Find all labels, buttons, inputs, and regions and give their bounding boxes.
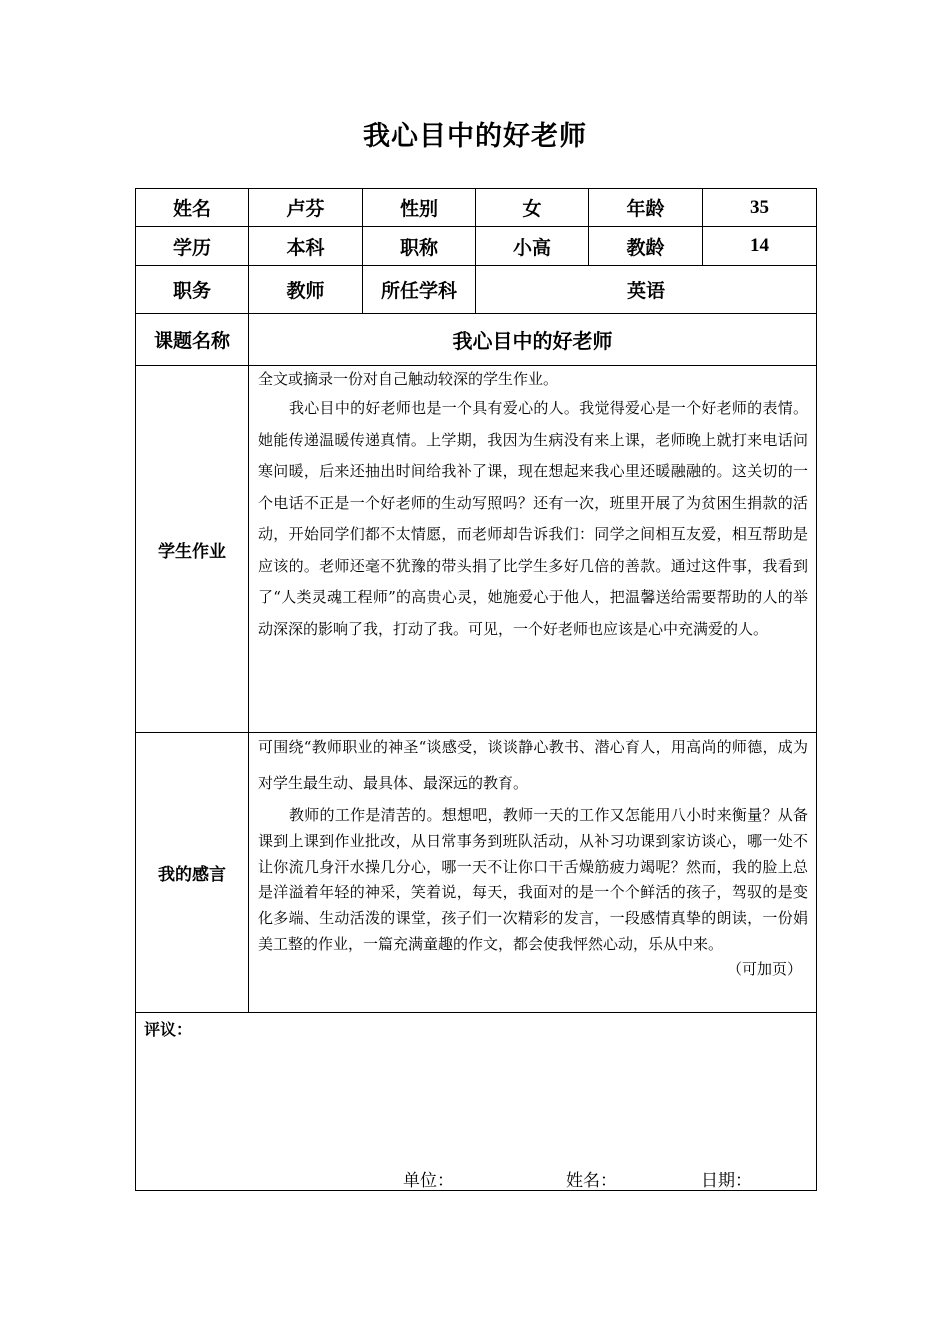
date-label: 日期： <box>701 1171 752 1191</box>
comment-row <box>136 1013 817 1191</box>
education-value: 本科 <box>249 227 363 266</box>
teacher-form-table <box>135 188 817 1191</box>
topic-row <box>136 314 817 366</box>
name-label: 姓名 <box>136 189 249 227</box>
position-value: 教师 <box>249 266 363 314</box>
gender-value: 女 <box>476 189 589 227</box>
info-row-2 <box>136 227 817 266</box>
topic-label: 课题名称 <box>136 314 249 366</box>
subject-label: 所任学科 <box>363 266 476 314</box>
position-label: 职务 <box>136 266 249 314</box>
info-row-3 <box>136 266 817 314</box>
info-row-1 <box>136 189 817 227</box>
homework-row <box>136 366 817 733</box>
rank-value: 小高 <box>476 227 589 266</box>
unit-label: 单位： <box>403 1171 454 1191</box>
homework-label: 学生作业 <box>136 366 249 733</box>
rank-label: 职称 <box>363 227 476 266</box>
age-label: 年龄 <box>589 189 703 227</box>
homework-content <box>249 366 817 733</box>
teaching-years-label: 教龄 <box>589 227 703 266</box>
topic-value: 我心目中的好老师 <box>249 314 817 366</box>
reflection-content <box>249 733 817 1013</box>
page-title: 我心目中的好老师 <box>363 121 587 152</box>
gender-label: 性别 <box>363 189 476 227</box>
reflection-text: 教师的工作是清苦的。想想吧，教师一天的工作又怎能用八小时来衡量？从备课到上课到作业批改，从日常事务到班队活动，从补习功课到家访谈心，哪一处不让你流几身汗水操几分心，哪一天不让你口干舌燥筋疲力竭呢？然而，我的脸上总是洋溢着年轻的神采，笑着说，每天，我面对的是一个个鲜活的孩子，驾驭的是变化多端、生动活泼的课堂，孩子们一次精彩的发言，一段感情真挚的朗读，一份娟美工整的作业，一篇充满童趣的作文，都会使我怦然心动，乐从中来。 <box>258 806 808 953</box>
signature-name-label: 姓名： <box>566 1171 617 1191</box>
homework-text: 我心目中的好老师也是一个具有爱心的人。我觉得爱心是一个好老师的表情。她能传递温暖传递真情。上学期，我因为生病没有来上课，老师晚上就打来电话问寒问暖，后来还抽出时间给我补了课，现在想起来我心里还暖融融的。这关切的一个电话不正是一个好老师的生动写照吗？还有一次，班里开展了为贫困生捐款的活动，开始同学们都不太情愿，而老师却告诉我们：同学之间相互友爱，相互帮助是应该的。老师还毫不犹豫的带头捐了比学生多好几倍的善款。通过这件事，我看到了“人类灵魂工程师”的高贵心灵，她施爱心于他人，把温馨送给需要帮助的人的举动深深的影响了我，打动了我。可见，一个好老师也应该是心中充满爱的人。 <box>258 399 808 638</box>
add-page-note: （可加页） <box>726 959 802 978</box>
teaching-years-value: 14 <box>703 227 817 266</box>
homework-instruction: 全文或摘录一份对自己触动较深的学生作业。 <box>258 370 559 388</box>
reflection-row <box>136 733 817 1013</box>
name-value: 卢芬 <box>249 189 363 227</box>
comment-label: 评议： <box>144 1020 193 1039</box>
reflection-label: 我的感言 <box>136 733 249 1013</box>
reflection-intro: 可围绕“教师职业的神圣“谈感受，谈谈静心教书、潜心育人，用高尚的师德，成为对学生最生动、最具体、最深远的教育。 <box>258 738 808 792</box>
subject-value: 英语 <box>476 266 817 314</box>
comment-area <box>136 1013 817 1191</box>
education-label: 学历 <box>136 227 249 266</box>
age-value: 35 <box>703 189 817 227</box>
